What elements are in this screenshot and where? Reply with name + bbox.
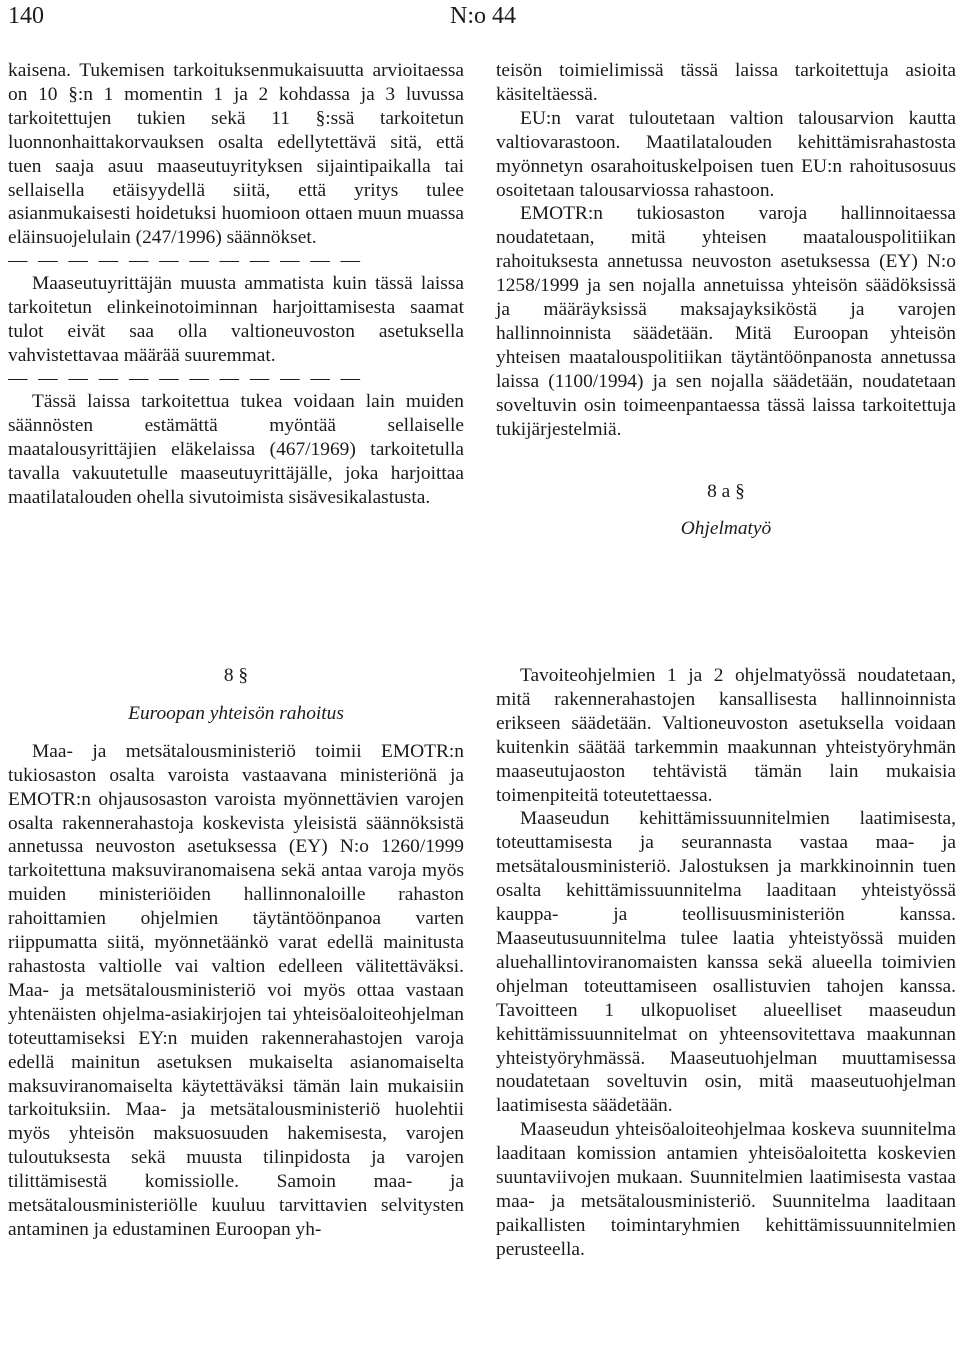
section-title: Ohjelmatyö xyxy=(680,518,772,540)
omission-dashes: — — — — — — — — — — — — xyxy=(8,367,364,389)
left-column-top xyxy=(8,59,464,509)
left-column-bottom xyxy=(8,664,464,1242)
paragraph: Maaseudun kehittämissuunnitelmien laatimisesta, toteuttamisesta ja seurannasta vastaa maa- ja metsätalousministeriö. Jalostuksen ja markkinoinnin tuen osalta kehittämissuunnitelma laaditaan yhteistyössä kauppa- ja teollisuusministeriön kanssa. Maaseutusuunnitelma tulee laatia yhteistyössä muiden aluehallintoviranomaisten kanssa sekä alueella toimivien ohjelman toteuttamiseen osallistuvien tahojen kanssa. Tavoitteen 1 ulkopuoliset alueelliset maaseudun kehittämissuunnitelmat on yhteensovitettava maakunnan yhteistyöryhmässä. Maaseutuohjelman muuttamisessa noudatetaan soveltuvin osin, mitä maaseutuohjelman laatimisesta säädetään. xyxy=(496,808,956,1117)
paragraph: Maaseutuyrittäjän muusta ammatista kuin tässä laissa tarkoitetun elinkeinotoiminnan harjoittamisesta saamat tulot eivät saa olla valtioneuvoston asetuksella vahvistettavaa määrää suuremmat. xyxy=(8,273,464,366)
paragraph: EU:n varat tuloutetaan valtion talousarvion kautta valtiovarastoon. Maatilatalouden kehittämisrahastosta myönnetyn osarahoituskelpoisen tuen EU:n rahoitusosuus osoitetaan talousarviossa rahastoon. xyxy=(496,107,956,201)
paragraph: kaisena. Tukemisen tarkoituksenmukaisuutta arvioitaessa on 10 §:n 1 momentin 1 ja 2 kohdassa ja 3 luvussa tarkoitettujen tukien sekä 11 §:ssä tarkoitetun luonnonhaittakorvauksen osalta edellytettävä sitä, että tuen saaja asuu maaseutuyrityksen sijaintipaikalla tai sellaisella etäisyydellä siitä, että yritys tulee asianmukaisesti hoidetuksi huomioon ottaen muun muassa eläinsuojelulain (247/1996) säännökset. xyxy=(8,60,464,249)
section-number: 8 a § xyxy=(707,480,745,502)
omission-dashes: — — — — — — — — — — — — xyxy=(8,250,364,272)
paragraph: EMOTR:n tukiosaston varoja hallinnoitaessa noudatetaan, mitä yhteisen maatalouspolitiikan rahoituksesta annetussa neuvoston asetuksessa (EY) N:o 1258/1999 ja sen nojalla annetuissa yhteisön säädöksissä ja määräyksissä maksajayksiköstä ja varojen hallinnoinnista säädetään. Mitä Euroopan yhteisön yhteisen maatalouspolitiikan täytäntöönpanosta annetussa laissa (1100/1994) ja sen nojalla säädetään, noudatetaan soveltuvin osin toimeenpantaessa tässä laissa tarkoitettuja tukijärjestelmiä. xyxy=(496,203,956,440)
paragraph: Tavoiteohjelmien 1 ja 2 ohjelmatyössä noudatetaan, mitä rakennerahastojen kansallisesta hallinnoinnista erikseen säädetään. Valtioneuvoston asetuksella voidaan kuitenkin säätää tarkemmin maakunnan yhteistyöryhmän maaseutujaoston tehtävistä tämän lain mukaisia toimenpiteitä toteutettaessa. xyxy=(496,665,956,806)
section-title: Euroopan yhteisön rahoitus xyxy=(128,702,344,724)
paragraph: Tässä laissa tarkoitettua tukea voidaan lain muiden säännösten estämättä myöntää sellaiselle maatalousyrittäjien eläkelaissa (467/1969) tarkoitetulla tavalla vakuutetulle maaseutuyrittäjälle, joka harjoittaa maatilatalouden ohella sivutoimista sisävesikalastusta. xyxy=(8,390,464,508)
paragraph: teisön toimielimissä tässä laissa tarkoitettuja asioita käsiteltäessä. xyxy=(496,60,956,105)
right-column-bottom xyxy=(496,664,956,1262)
section-number: 8 § xyxy=(223,665,249,686)
page-number: 140 xyxy=(8,3,44,29)
paragraph: Maa- ja metsätalousministeriö toimii EMOTR:n tukiosaston osalta varoista vastaavana ministeriönä ja EMOTR:n ohjausosaston varoista myönnettävien varojen osalta rakennerahastoja koskevista yleisistä säännöksistä annetussa neuvoston asetuksessa (EY) N:o 1260/1999 tarkoitettuna maksuviranomaisena sekä antaa varoja myös muiden ministeriöiden hallinnonaloille rahaston rahoittamien ohjelmien täytäntöönpanoa varten riippumatta siitä, myönnetäänkö varat edellä mainitusta rahastosta valtiolle vai valtion edelleen välitettäväksi. Maa- ja metsätalousministeriö voi myös ottaa vastaan yhtenäisten ohjelma-asiakirjojen tai yhteisöaloiteohjelman toteuttamiseksi EY:n muiden rakennerahastojen varoja edellä mainitun asetuksen mukaiselta asianomaiselta maksuviranomaiselta käytettäväksi tämän lain mukaisiin tarkoituksiin. Maa- ja metsätalousministeriö huolehtii myös yhteisön maksuosuuden hakemisesta, varojen tuloutuksesta sekä muusta tilinpidosta ja varojen tilittämisestä komissiolle. Samoin maa- ja metsätalousministeriölle kuuluu tarvittavien selvitysten antaminen ja edustaminen Euroopan yh- xyxy=(8,740,464,1240)
issue-number: N:o 44 xyxy=(450,3,516,29)
paragraph: Maaseudun yhteisöaloiteohjelmaa koskeva suunnitelma laaditaan komission antamien yhteisöaloitetta koskevien suuntaviivojen mukaan. Suunnitelmien laatimisesta vastaa maa- ja metsätalousministeriö. Suunnitelma laaditaan paikallisten toimintaryhmien kehittämissuunnitelmien perusteella. xyxy=(496,1119,956,1260)
right-column-top xyxy=(496,59,956,541)
